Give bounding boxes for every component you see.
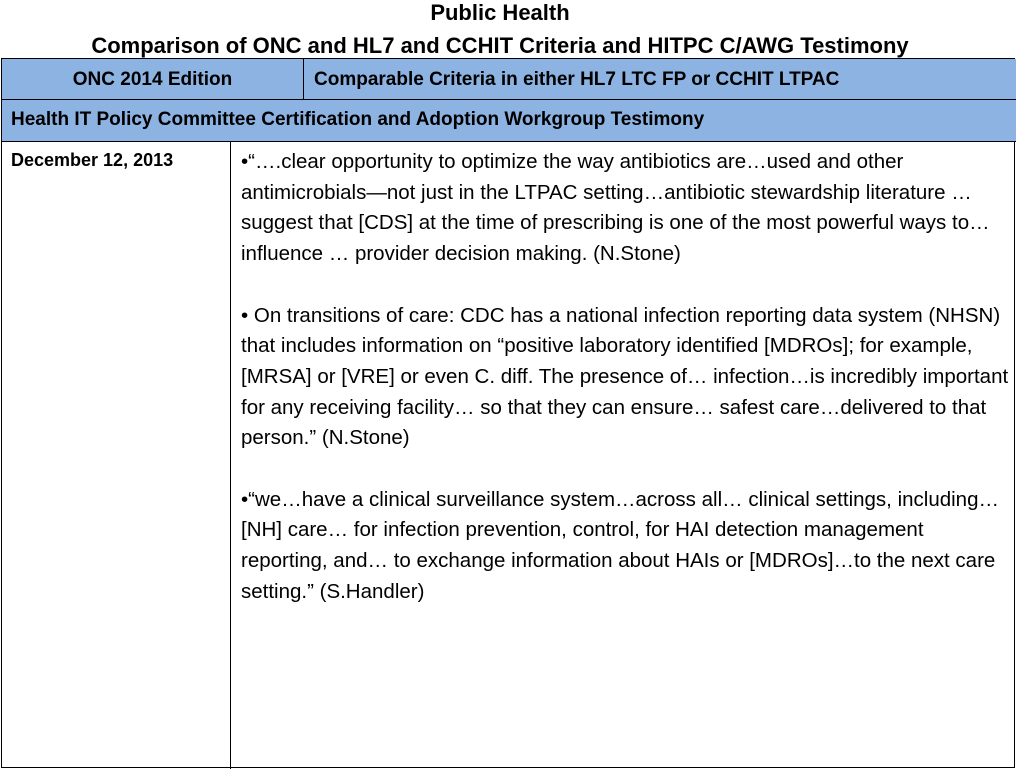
header-comparable-criteria: Comparable Criteria in either HL7 LTC FP or CCHIT LTPAC xyxy=(314,69,840,90)
testimony-bullet-1: •“….clear opportunity to optimize the way antibiotics are…used and other antimicrobials—not just in the LTPAC setting…antibiotic stewardship literature … suggest that [CDS] at the time of prescribing is one of the most powerful ways to…influence … provider decision making. (N.Stone) xyxy=(241,150,990,266)
testimony-date-cell xyxy=(2,142,231,769)
slide-title xyxy=(0,0,1000,60)
slide-title-line-1: Public Health xyxy=(430,0,570,25)
header-onc-2014-edition: ONC 2014 Edition xyxy=(2,59,304,99)
slide-title-line-2: Comparison of ONC and HL7 and CCHIT Criteria and HITPC C/AWG Testimony xyxy=(91,33,909,58)
comparison-table xyxy=(1,58,1015,768)
testimony-bullet-2: • On transitions of care: CDC has a national infection reporting data system (NHSN) that includes information on “positive laboratory identified [MDROs]; for example, [MRSA] or [VRE] or even C. diff. The presence of… infection…is incredibly important for any receiving facility… so that they can ensure… safest care…delivered to that person.” (N.Stone) xyxy=(241,303,1009,450)
table-header-row xyxy=(2,59,1016,100)
section-header-hitpc-testimony: Health IT Policy Committee Certification and Adoption Workgroup Testimony xyxy=(2,100,1016,142)
testimony-content-cell xyxy=(232,142,1014,769)
testimony-bullet-3: •“we…have a clinical surveillance system…across all… clinical settings, including…[NH] care… for infection prevention, control, for HAI detection management reporting, and… to exchange information about HAIs or [MDROs]…to the next care setting.” (S.Handler) xyxy=(241,487,999,603)
testimony-date: December 12, 2013 xyxy=(11,150,174,170)
